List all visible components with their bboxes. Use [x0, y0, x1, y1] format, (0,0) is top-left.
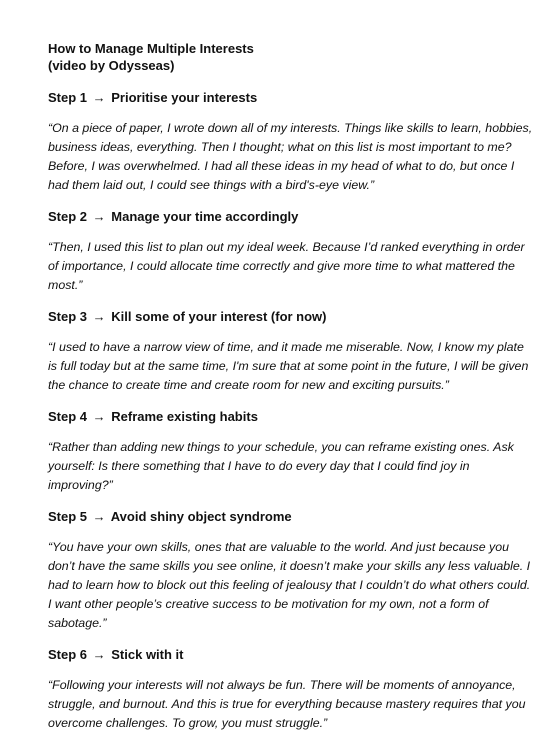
step-heading: [48, 208, 538, 225]
step-3: [48, 308, 538, 395]
step-number: Step 3: [48, 309, 88, 324]
step-6: [48, 646, 538, 733]
step-title: Stick with it: [111, 647, 184, 662]
step-2: [48, 208, 538, 295]
subtitle-line: (video by Odysseas): [48, 58, 175, 73]
step-heading: [48, 646, 538, 663]
step-quote: “Following your interests will not always be fun. There will be moments of annoyance, struggle, and burnout. And this is true for everything because mastery requires that you overcome challenges. To grow, you must struggle.”: [48, 678, 526, 730]
title-line: How to Manage Multiple Interests: [48, 41, 254, 56]
step-number: Step 2: [48, 209, 88, 224]
step-quote: “On a piece of paper, I wrote down all of my interests. Things like skills to learn, hobbies, business ideas, everything. Then I thought; what on this list is most important to me? Before, I was overwhelmed. I had all these ideas in my head of what to do, but once I had them laid out, I could see things with a bird's-eye view.”: [48, 121, 533, 192]
step-title: Manage your time accordingly: [111, 209, 299, 224]
step-number: Step 5: [48, 509, 88, 524]
step-quote: “You have your own skills, ones that are valuable to the world. And just because you don’t have the same skills you see online, it doesn’t make your skills any less valuable. I had to learn how to block out this feeling of jealousy that I couldn’t do what others could. I want other people’s creative success to be motivation for my own, not a form of sabotage.”: [48, 540, 531, 630]
step-heading: [48, 308, 538, 325]
step-heading: [48, 408, 538, 425]
step-quote: “I used to have a narrow view of time, and it made me miserable. Now, I know my plate is full today but at the same time, I'm sure that at some point in the future, I will be given the chance to create time and create room for new and exciting pursuits.”: [48, 340, 529, 392]
step-title: Reframe existing habits: [111, 409, 258, 424]
step-title: Kill some of your interest (for now): [111, 309, 327, 324]
document-title: [48, 40, 538, 74]
step-number: Step 4: [48, 409, 88, 424]
step-quote: “Rather than adding new things to your schedule, you can reframe existing ones. Ask yourself: Is there something that I have to do every day that I could find joy in improving?”: [48, 440, 514, 492]
arrow-right-icon: →: [92, 90, 106, 105]
step-5: [48, 508, 538, 633]
step-quote: “Then, I used this list to plan out my ideal week. Because I’d ranked everything in order of importance, I could allocate time correctly and give more time to what mattered the most.”: [48, 240, 525, 292]
arrow-right-icon: →: [92, 309, 106, 324]
step-title: Prioritise your interests: [111, 90, 258, 105]
step-heading: [48, 89, 538, 106]
arrow-right-icon: →: [92, 647, 106, 662]
step-number: Step 1: [48, 90, 88, 105]
step-number: Step 6: [48, 647, 88, 662]
step-4: [48, 408, 538, 495]
step-title: Avoid shiny object syndrome: [110, 509, 292, 524]
arrow-right-icon: →: [92, 409, 106, 424]
arrow-right-icon: →: [92, 509, 106, 524]
step-1: [48, 89, 538, 195]
step-heading: [48, 508, 538, 525]
arrow-right-icon: →: [92, 209, 106, 224]
